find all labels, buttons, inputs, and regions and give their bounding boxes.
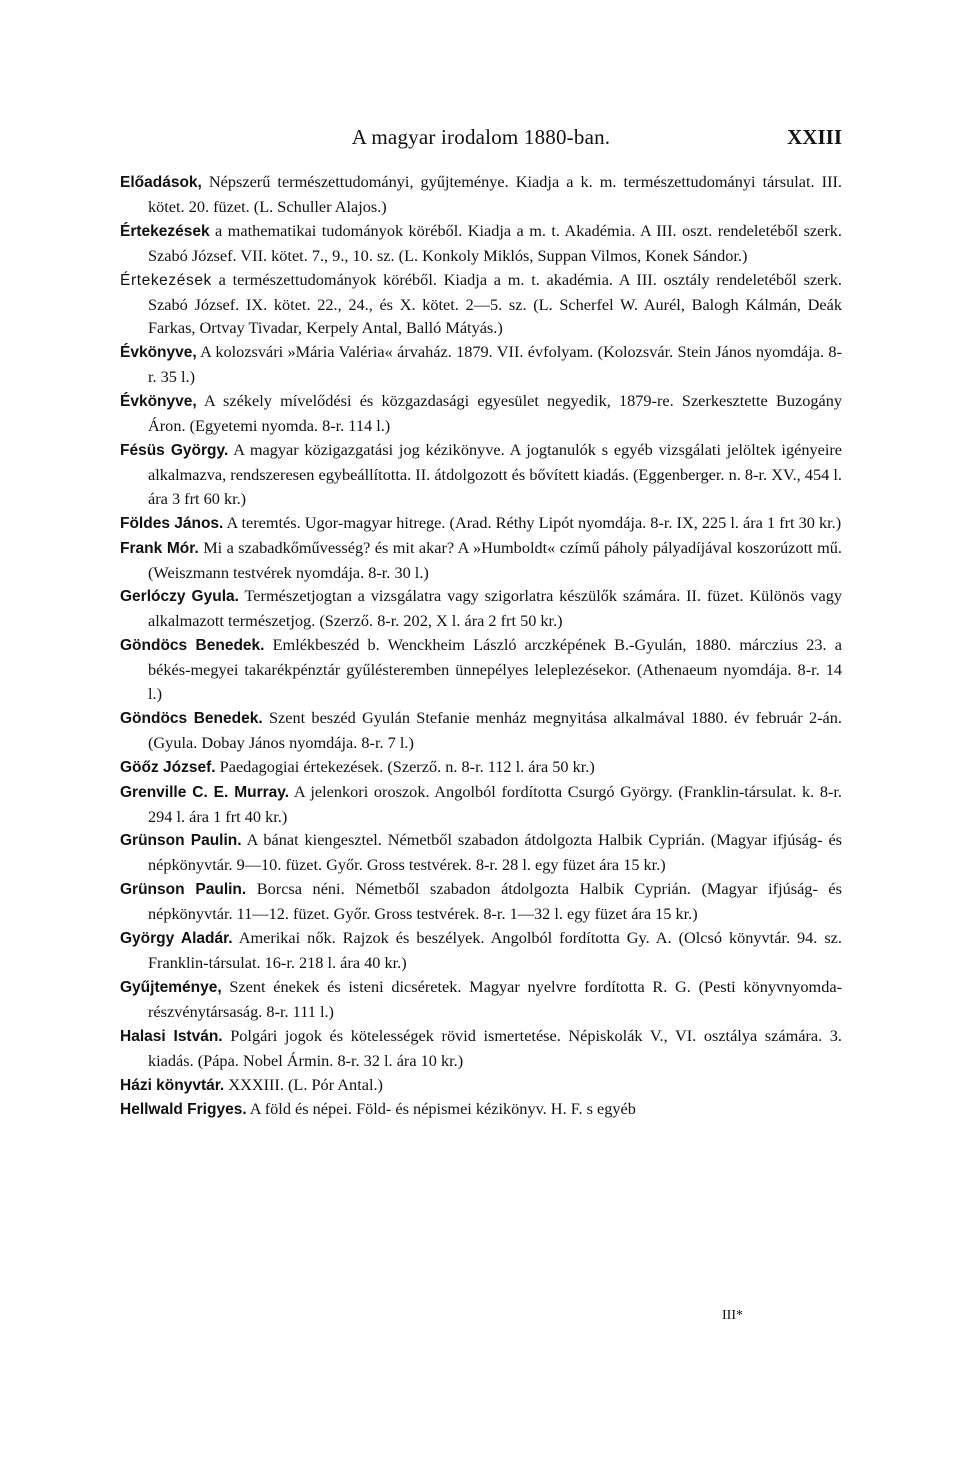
bibliography-entry [120, 975, 842, 1024]
entry-heading: Göndöcs Benedek. [120, 709, 263, 727]
entry-heading: Grünson Paulin. [120, 832, 242, 850]
entry-heading: Évkönyve, [120, 344, 197, 362]
bibliography-entry [120, 780, 842, 829]
entry-text: Borcsa néni. Németből szabadon átdolgozta Halbik Cyprián. (Magyar ifjúság- és népkönyvtár. 11—12. füzet. Győr. Gross testvérek. 8-r. 1—32 l. egy füzet ára 15 kr.) [148, 879, 842, 924]
bibliography-entry [120, 926, 842, 975]
bibliography-list [120, 170, 842, 1122]
bibliography-entry [120, 219, 842, 268]
entry-heading: Házi könyvtár. [120, 1076, 225, 1094]
entry-heading: Előadások, [120, 174, 202, 191]
bibliography-entry [120, 536, 842, 585]
entry-heading: Halasi István. [120, 1027, 223, 1045]
bibliography-entry [120, 268, 842, 341]
entry-heading: Hellwald Frigyes. [120, 1101, 247, 1119]
entry-text: a mathematikai tudományok köréből. Kiadja a m. t. Akadémia. A III. oszt. rendeletéből szerk. Szabó József. VII. kötet. 7., 9., 10. sz. (L. Konkoly Miklós, Suppan Vilmos, Konek Sándor.) [148, 220, 842, 265]
entry-text: A jelenkori oroszok. Angolból fordította Csurgó György. (Franklin-társulat. k. 8-r. 294 l. ára 1 frt 40 kr.) [148, 781, 843, 826]
bibliography-entry [120, 389, 842, 438]
entry-text: A kolozsvári »Mária Valéria« árvaház. 1879. VII. évfolyam. (Kolozsvár. Stein János nyomdája. 8-r. 35 l.) [148, 342, 842, 387]
entry-heading: Gyűjteménye, [120, 978, 222, 996]
running-head [120, 120, 842, 154]
entry-text: Polgári jogok és kötelességek rövid ismertetése. Népiskolák V., VI. osztálya számára. 3. kiadás. (Pápa. Nobel Ármin. 8-r. 32 l. ára 10 kr.) [148, 1025, 843, 1070]
bibliography-entry [120, 1024, 842, 1073]
running-title: A magyar irodalom 1880-ban. [351, 125, 611, 149]
bibliography-entry [120, 1073, 842, 1098]
entry-heading: Frank Mór. [120, 539, 199, 557]
bibliography-entry [120, 877, 842, 926]
entry-text: Amerikai nők. Rajzok és beszélyek. Angolból fordította Gy. A. (Olcsó könyvtár. 94. sz. Franklin-társulat. 16-r. 218 l. ára 40 kr.) [148, 928, 842, 972]
bibliography-entry [120, 755, 842, 780]
bibliography-entry [120, 828, 842, 877]
entry-text: Népszerű természettudományi, gyűjteménye. Kiadja a k. m. természettudományi társulat. III. kötet. 20. füzet. (L. Schuller Alajos.) [148, 172, 842, 216]
entry-text: Paedagogiai értekezések. (Szerző. n. 8-r. 112 l. ára 50 kr.) [215, 756, 595, 776]
entry-heading: Gerlóczy Gyula. [120, 588, 239, 606]
entry-heading: Évkönyve, [120, 393, 197, 411]
entry-text: a természettudományok köréből. Kiadja a m. t. akadémia. A III. osztály rendeletéből szerk. Szabó József. IX. kötet. 22., 24., és X. kötet. 2—5. sz. (L. Scherfel W. Aurél, Balogh Kálmán, Deák Farkas, Ortvay Tivadar, Kerpely Antal, Balló Mátyás.) [148, 269, 842, 338]
entry-heading: Értekezések [120, 271, 212, 289]
bibliography-entry [120, 706, 842, 755]
entry-text: Szent énekek és isteni dicséretek. Magyar nyelvre fordította R. G. (Pesti könyvnyomda-részvénytársaság. 8-r. 111 l.) [148, 976, 842, 1021]
printer-signature: III* [722, 1308, 743, 1323]
entry-text: XXXIII. (L. Pór Antal.) [224, 1074, 383, 1094]
entry-heading: Értekezések [120, 222, 210, 240]
entry-text: Emlékbeszéd b. Wenckheim László arczképének B.-Gyulán, 1880. márczius 23. a békés-megyei takarékpénztár gyűlésteremben ünnepélyes leleplezésekor. (Athenaeum nyomdája. 8-r. 14 l.) [148, 635, 842, 704]
entry-text: Szent beszéd Gyulán Stefanie menház megnyitása alkalmával 1880. év február 2-án. (Gyula. Dobay János nyomdája. 8-r. 7 l.) [148, 707, 842, 752]
entry-heading: Göndöcs Benedek. [120, 637, 265, 655]
entry-text: A magyar közigazgatási jog kézikönyve. A jogtanulók s egyéb vizsgálati jelöltek igényeire alkalmazva, rendszeresen egybeállította. II. átdolgozott és bővített kiadás. (Eggenberger. n. 8-r. XV., 454 l. ára 3 frt 60 kr.) [148, 439, 842, 508]
entry-heading: György Aladár. [120, 930, 233, 948]
entry-text: Mi a szabadkőművesség? és mit akar? A »Humboldt« czímű páholy pályadíjával koszorúzott mű. (Weiszmann testvérek nyomdája. 8-r. 30 l.) [148, 537, 842, 582]
bibliography-entry [120, 633, 842, 706]
bibliography-entry [120, 511, 842, 536]
bibliography-entry [120, 584, 842, 633]
entry-heading: Grünson Paulin. [120, 881, 247, 899]
entry-text: A teremtés. Ugor-magyar hitrege. (Arad. Réthy Lipót nyomdája. 8-r. IX, 225 l. ára 1 frt 30 kr.) [223, 512, 842, 532]
entry-heading: Göőz József. [120, 758, 216, 776]
entry-text: A székely mívelődési és közgazdasági egyesület negyedik, 1879-re. Szerkesztette Buzogány Áron. (Egyetemi nyomda. 8-r. 114 l.) [148, 391, 842, 436]
entry-text: A föld és népei. Föld- és népismei kézikönyv. H. F. s egyéb [246, 1099, 636, 1119]
bibliography-entry [120, 340, 842, 389]
entry-heading: Grenville C. E. Murray. [120, 783, 290, 801]
bibliography-entry [120, 438, 842, 511]
entry-text: A bánat kiengesztel. Németből szabadon átdolgozta Halbik Cyprián. (Magyar ifjúság- és népkönyvtár. 9—10. füzet. Győr. Gross testvérek. 8-r. 28 l. egy füzet ára 15 kr.) [148, 830, 843, 875]
entry-text: Természetjogtan a vizsgálatra vagy szigorlatra készülők számára. II. füzet. Különös vagy alkalmazott természetjog. (Szerző. 8-r. 202, X l. ára 2 frt 50 kr.) [148, 586, 842, 631]
entry-heading: Földes János. [120, 514, 224, 532]
bibliography-entry [120, 170, 842, 219]
entry-heading: Fésüs György. [120, 441, 229, 459]
bibliography-entry [120, 1097, 842, 1122]
page-number: XXIII [787, 125, 842, 149]
